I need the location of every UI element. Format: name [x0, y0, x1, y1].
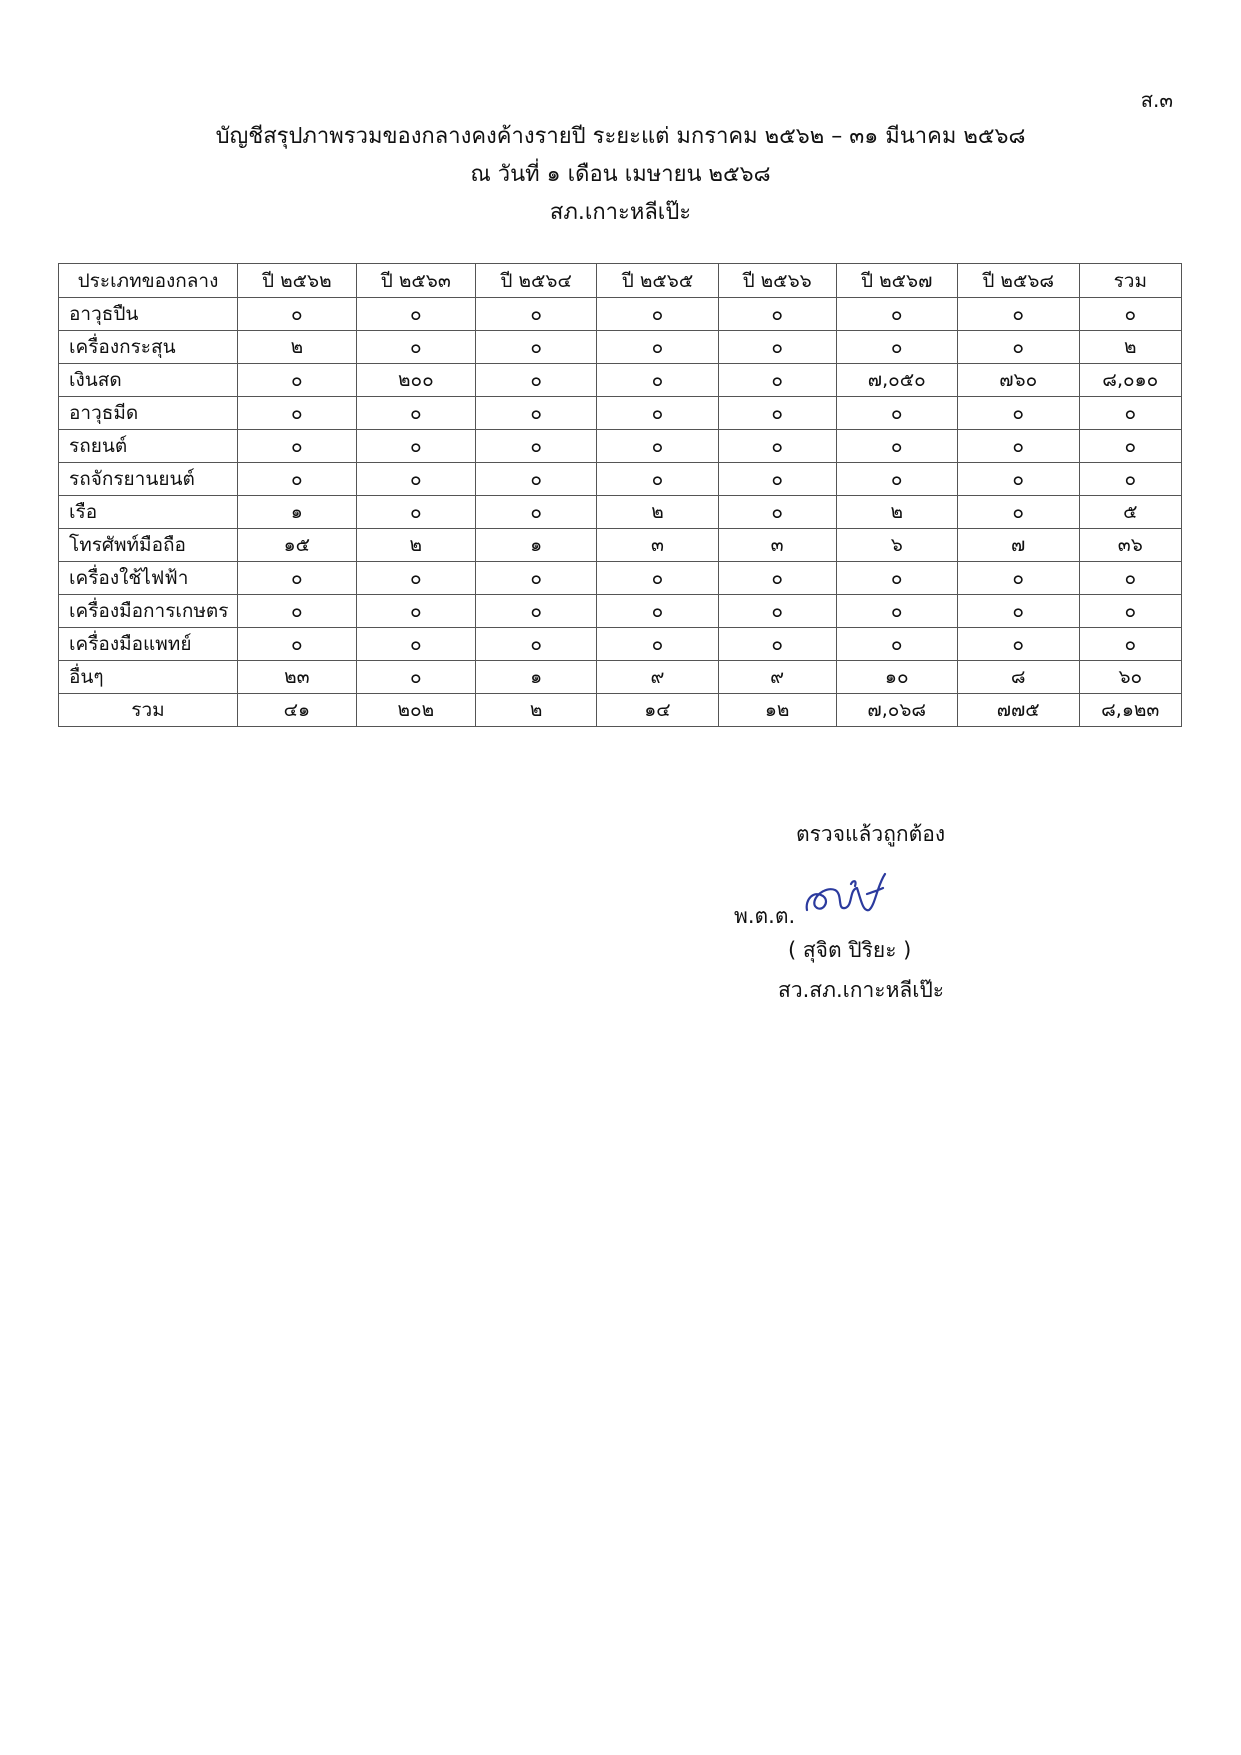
table-cell: ๒ [836, 496, 957, 529]
column-header-2568: ปี ๒๕๖๘ [957, 264, 1079, 298]
column-header-2564: ปี ๒๕๖๔ [475, 264, 596, 298]
table-cell: ๐ [475, 496, 596, 529]
row-category-label: เงินสด [59, 364, 238, 397]
table-cell: ๐ [597, 364, 718, 397]
table-cell: ๐ [238, 298, 357, 331]
row-category-label: เครื่องกระสุน [59, 331, 238, 364]
verified-text: ตรวจแล้วถูกต้อง [796, 822, 946, 846]
table-cell: ๐ [836, 430, 957, 463]
row-total-cell: ๐ [1079, 397, 1181, 430]
table-cell: ๐ [356, 562, 475, 595]
column-header-2566: ปี ๒๕๖๖ [718, 264, 836, 298]
table-cell: ๐ [957, 298, 1079, 331]
table-cell: ๐ [718, 298, 836, 331]
column-header-2565: ปี ๒๕๖๕ [597, 264, 718, 298]
table-cell: ๐ [475, 364, 596, 397]
table-cell: ๐ [238, 562, 357, 595]
table-cell: ๒ [597, 496, 718, 529]
table-cell: ๒๓ [238, 661, 357, 694]
row-category-label: เครื่องมือแพทย์ [59, 628, 238, 661]
row-total-cell: ๐ [1079, 628, 1181, 661]
table-cell: ๔๑ [238, 694, 357, 727]
table-cell: ๐ [238, 397, 357, 430]
table-cell: ๑๔ [597, 694, 718, 727]
table-cell: ๐ [597, 595, 718, 628]
table-cell: ๐ [718, 496, 836, 529]
table-row [59, 364, 1182, 397]
table-row [59, 529, 1182, 562]
table-cell: ๐ [957, 496, 1079, 529]
table-cell: ๐ [597, 331, 718, 364]
table-cell: ๐ [836, 463, 957, 496]
table-cell: ๐ [356, 628, 475, 661]
table-cell: ๐ [718, 331, 836, 364]
table-row [59, 562, 1182, 595]
row-category-label: อื่นๆ [59, 661, 238, 694]
row-total-cell: ๐ [1079, 562, 1181, 595]
document-title: บัญชีสรุปภาพรวมของกลางคงค้างรายปี ระยะแต่ มกราคม ๒๕๖๒ – ๓๑ มีนาคม ๒๕๖๘ [215, 124, 1026, 149]
table-cell: ๒๐๐ [356, 364, 475, 397]
table-cell: ๐ [718, 628, 836, 661]
table-total-row [59, 694, 1182, 727]
table-cell: ๐ [356, 463, 475, 496]
table-cell: ๐ [718, 463, 836, 496]
row-total-cell: ๖๐ [1079, 661, 1181, 694]
table-row [59, 463, 1182, 496]
table-row [59, 496, 1182, 529]
table-row [59, 595, 1182, 628]
table-row [59, 430, 1182, 463]
evidence-summary-table [58, 263, 1182, 727]
table-cell: ๐ [597, 397, 718, 430]
row-total-cell: ๘,๐๑๐ [1079, 364, 1181, 397]
table-cell: ๑๕ [238, 529, 357, 562]
table-cell: ๐ [718, 397, 836, 430]
table-cell: ๗๖๐ [957, 364, 1079, 397]
table-cell: ๐ [957, 595, 1079, 628]
row-category-label: รวม [59, 694, 238, 727]
table-cell: ๐ [238, 430, 357, 463]
table-cell: ๒ [475, 694, 596, 727]
table-cell: ๐ [356, 331, 475, 364]
table-cell: ๖ [836, 529, 957, 562]
table-cell: ๐ [238, 463, 357, 496]
table-cell: ๘ [957, 661, 1079, 694]
row-category-label: โทรศัพท์มือถือ [59, 529, 238, 562]
table-cell: ๓ [718, 529, 836, 562]
table-cell: ๐ [836, 562, 957, 595]
table-cell: ๐ [475, 628, 596, 661]
table-cell: ๐ [356, 430, 475, 463]
table-cell: ๑ [475, 661, 596, 694]
row-total-cell: ๐ [1079, 298, 1181, 331]
table-cell: ๐ [718, 430, 836, 463]
table-cell: ๐ [718, 364, 836, 397]
table-row [59, 298, 1182, 331]
table-cell: ๐ [836, 595, 957, 628]
row-total-cell: ๐ [1079, 430, 1181, 463]
column-header-total: รวม [1079, 264, 1181, 298]
row-category-label: อาวุธมีด [59, 397, 238, 430]
table-cell: ๐ [718, 562, 836, 595]
table-cell: ๐ [597, 562, 718, 595]
signer-position: สว.สภ.เกาะหลีเป๊ะ [778, 978, 945, 1002]
table-cell: ๐ [238, 595, 357, 628]
table-cell: ๐ [475, 298, 596, 331]
row-total-cell: ๐ [1079, 463, 1181, 496]
table-row [59, 628, 1182, 661]
table-cell: ๗,๐๕๐ [836, 364, 957, 397]
table-cell: ๐ [356, 496, 475, 529]
signer-name: ( สุจิต ปิริยะ ) [788, 938, 912, 962]
table-cell: ๐ [957, 463, 1079, 496]
row-category-label: อาวุธปืน [59, 298, 238, 331]
row-category-label: เครื่องมือการเกษตร [59, 595, 238, 628]
table-cell: ๐ [597, 298, 718, 331]
table-cell: ๐ [836, 331, 957, 364]
column-header-category: ประเภทของกลาง [59, 264, 238, 298]
column-header-2562: ปี ๒๕๖๒ [238, 264, 357, 298]
table-cell: ๐ [957, 397, 1079, 430]
table-cell: ๒ [356, 529, 475, 562]
table-cell: ๐ [475, 430, 596, 463]
table-cell: ๐ [475, 562, 596, 595]
row-total-cell: ๒ [1079, 331, 1181, 364]
table-cell: ๗ [957, 529, 1079, 562]
table-cell: ๐ [597, 463, 718, 496]
table-cell: ๐ [356, 397, 475, 430]
row-total-cell: ๕ [1079, 496, 1181, 529]
page-code: ส.๓ [1140, 88, 1173, 112]
table-cell: ๑๐ [836, 661, 957, 694]
signer-rank: พ.ต.ต. [734, 904, 796, 928]
table-cell: ๙ [597, 661, 718, 694]
table-cell: ๓ [597, 529, 718, 562]
row-category-label: เรือ [59, 496, 238, 529]
handwritten-signature [803, 866, 903, 926]
table-cell: ๐ [356, 298, 475, 331]
table-cell: ๑ [238, 496, 357, 529]
table-cell: ๐ [597, 430, 718, 463]
table-cell: ๒๐๒ [356, 694, 475, 727]
table-body [59, 298, 1182, 727]
row-category-label: เครื่องใช้ไฟฟ้า [59, 562, 238, 595]
table-cell: ๐ [957, 562, 1079, 595]
table-cell: ๐ [718, 595, 836, 628]
column-header-2567: ปี ๒๕๖๗ [836, 264, 957, 298]
row-total-cell: ๐ [1079, 595, 1181, 628]
table-cell: ๐ [836, 397, 957, 430]
row-category-label: รถยนต์ [59, 430, 238, 463]
table-cell: ๑๒ [718, 694, 836, 727]
table-cell: ๐ [836, 298, 957, 331]
table-row [59, 661, 1182, 694]
table-cell: ๗,๐๖๘ [836, 694, 957, 727]
table-cell: ๐ [238, 628, 357, 661]
row-category-label: รถจักรยานยนต์ [59, 463, 238, 496]
table-cell: ๐ [475, 331, 596, 364]
table-cell: ๒ [238, 331, 357, 364]
row-total-cell: ๓๖ [1079, 529, 1181, 562]
table-cell: ๑ [475, 529, 596, 562]
table-cell: ๐ [597, 628, 718, 661]
row-total-cell: ๘,๑๒๓ [1079, 694, 1181, 727]
table-cell: ๐ [957, 430, 1079, 463]
table-cell: ๐ [836, 628, 957, 661]
station-name: สภ.เกาะหลีเป๊ะ [549, 200, 692, 225]
table-cell: ๐ [238, 364, 357, 397]
table-cell: ๐ [356, 595, 475, 628]
table-row [59, 331, 1182, 364]
table-cell: ๐ [475, 463, 596, 496]
document-date: ณ วันที่ ๑ เดือน เมษายน ๒๕๖๘ [470, 162, 771, 187]
table-cell: ๐ [356, 661, 475, 694]
table-cell: ๙ [718, 661, 836, 694]
table-cell: ๐ [475, 397, 596, 430]
table-header-row [59, 264, 1182, 298]
table-cell: ๐ [475, 595, 596, 628]
table-cell: ๐ [957, 628, 1079, 661]
table-cell: ๐ [957, 331, 1079, 364]
table-cell: ๗๗๕ [957, 694, 1079, 727]
table-row [59, 397, 1182, 430]
column-header-2563: ปี ๒๕๖๓ [356, 264, 475, 298]
